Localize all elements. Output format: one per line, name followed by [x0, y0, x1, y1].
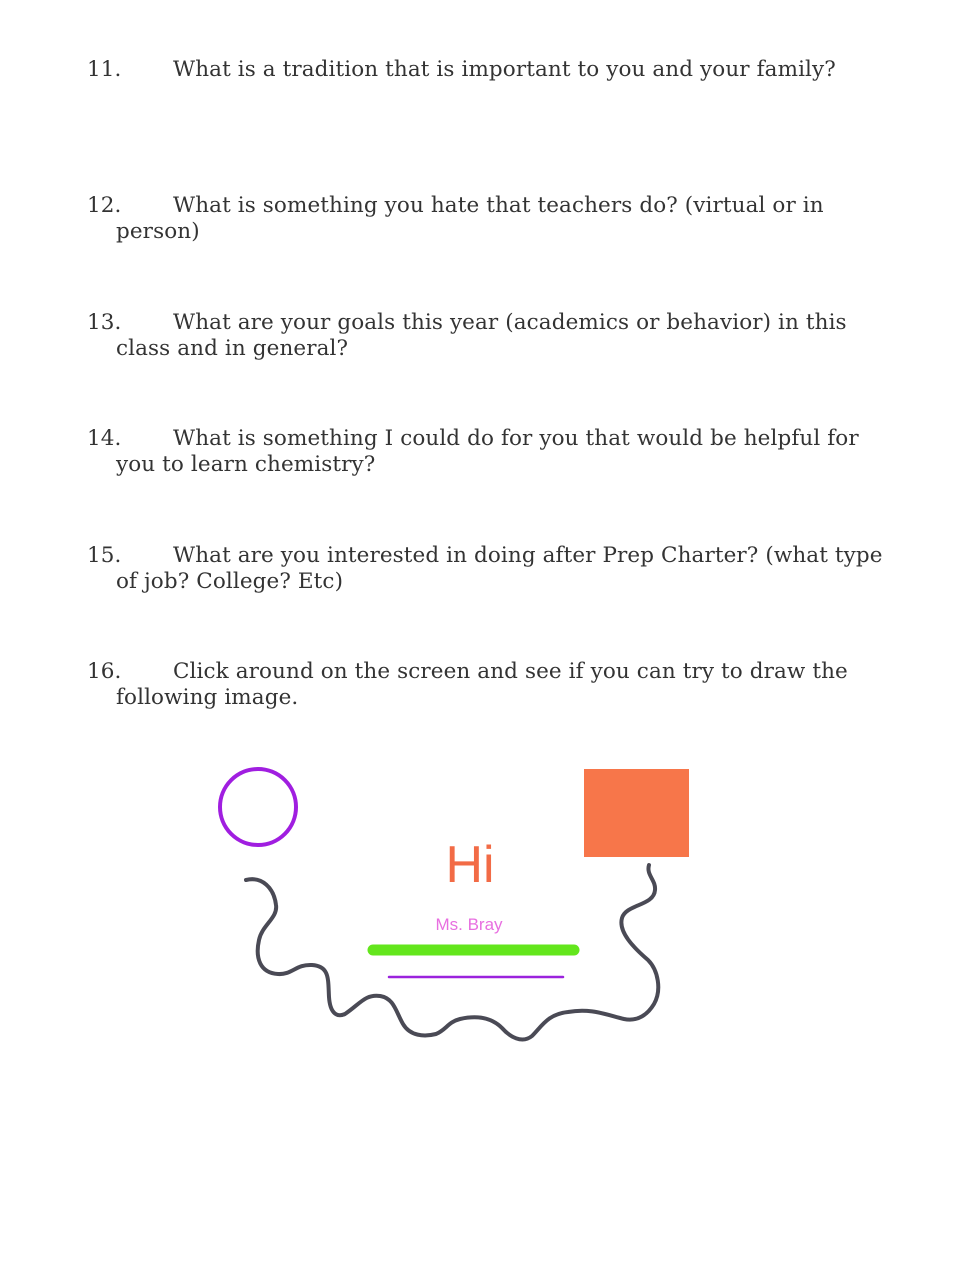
question-number: 16.: [87, 659, 122, 684]
question-12: [87, 193, 927, 245]
question-number: 13.: [87, 310, 122, 335]
question-text-continued: you to learn chemistry?: [116, 452, 376, 477]
orange-square: [584, 769, 689, 857]
question-text: What is a tradition that is important to you and your family?: [173, 57, 836, 82]
question-text-continued: following image.: [116, 685, 299, 710]
question-16: [87, 659, 927, 711]
question-text-continued: person): [116, 219, 200, 244]
signature-text: Ms. Bray: [435, 915, 503, 934]
question-number: 14.: [87, 426, 122, 451]
greeting-text: Hi: [445, 836, 495, 894]
question-14: [87, 426, 927, 478]
question-text: What are your goals this year (academics or behavior) in this: [173, 310, 847, 335]
purple-circle: [220, 769, 296, 845]
example-drawing: [0, 740, 979, 1060]
question-text-continued: of job? College? Etc): [116, 569, 344, 594]
question-text: What is something I could do for you that would be helpful for: [173, 426, 859, 451]
question-number: 12.: [87, 193, 122, 218]
question-text: Click around on the screen and see if you can try to draw the: [173, 659, 848, 684]
question-text: What is something you hate that teachers do? (virtual or in: [173, 193, 824, 218]
question-text: What are you interested in doing after Prep Charter? (what type: [173, 543, 883, 568]
question-text-continued: class and in general?: [116, 336, 349, 361]
question-11: [87, 57, 927, 83]
question-number: 15.: [87, 543, 122, 568]
question-13: [87, 310, 927, 362]
question-15: [87, 543, 927, 595]
question-number: 11.: [87, 57, 122, 82]
